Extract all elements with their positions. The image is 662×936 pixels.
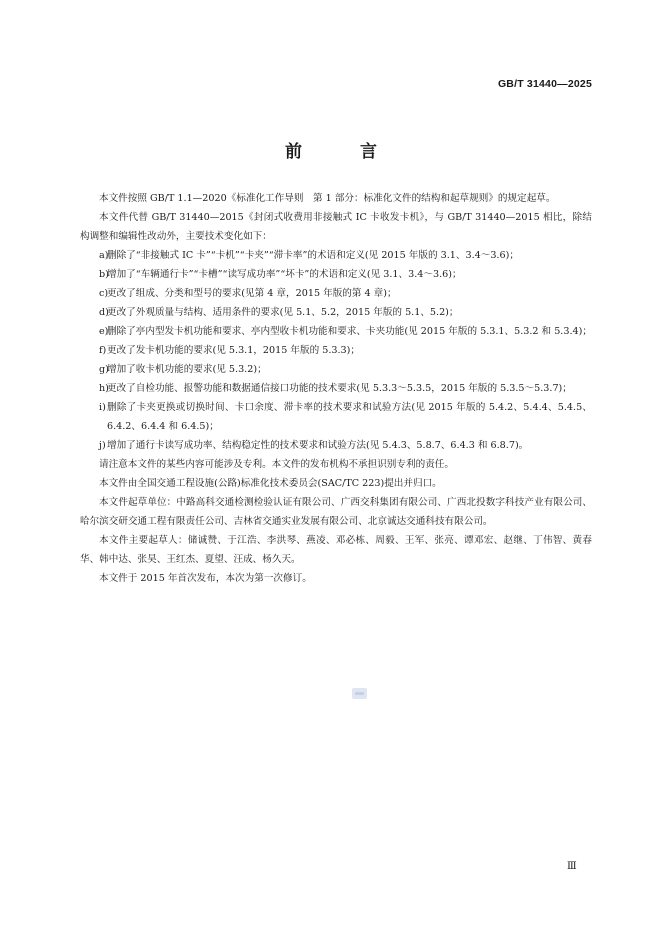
list-marker: j) (99, 440, 106, 451)
watermark-logo (352, 688, 367, 699)
list-marker: b) (99, 269, 109, 280)
list-marker: f) (99, 345, 107, 356)
list-marker: e) (99, 326, 109, 337)
list-item-text: 更改了自检功能、报警功能和数据通信接口功能的技术要求(见 5.3.3～5.3.5，2015 年版的 5.3.5～5.3.7)； (107, 383, 572, 394)
list-item-text: 删除了“非接触式 IC 卡”“卡机”“卡夹”“滞卡率”的术语和定义(见 2015 年版的 3.1、3.4～3.6)； (107, 250, 519, 261)
watermark-logo-icon (352, 688, 367, 699)
list-item-text: 删除了亭内型发卡机功能和要求、亭内型收卡机功能和要求、卡夹功能(见 2015 年版的 5.3.1、5.3.2 和 5.3.4)； (107, 326, 592, 337)
paragraph-drafting-units: 本文件起草单位：中路高科交通检测检验认证有限公司、广西交科集团有限公司、广西北投数字科技产业有限公司、哈尔滨交研交通工程有限责任公司、吉林省交通实业发展有限公司、北京诚达交通科技有限公司。 (80, 497, 592, 527)
list-item-change-f (80, 341, 592, 360)
paragraph-replaces: 本文件代替 GB/T 31440—2015《封闭式收费用非接触式 IC 卡收发卡机》，与 GB/T 31440—2015 相比，除结构调整和编辑性改动外，主要技术变化如下： (80, 212, 592, 242)
list-item-change-a (80, 246, 592, 265)
paragraph-drafters: 本文件主要起草人：储诚赞、于江浩、李洪琴、燕凌、邓必栋、周毅、王军、张亮、谭邓宏、赵继、丁伟智、黄春华、韩中达、张昊、王红杰、夏望、汪成、杨久天。 (80, 535, 592, 565)
paragraph-history: 本文件于 2015 年首次发布，本次为第一次修订。 (99, 573, 312, 584)
list-item-change-e (80, 322, 592, 341)
list-item-change-d (80, 303, 592, 322)
document-body (80, 189, 592, 588)
paragraph-patent-notice: 请注意本文件的某些内容可能涉及专利。本文件的发布机构不承担识别专利的责任。 (99, 459, 454, 470)
list-item-change-b (80, 265, 592, 284)
list-marker: i) (99, 402, 106, 413)
list-item-change-g (80, 360, 592, 379)
standard-number: GB/T 31440—2025 (497, 78, 592, 90)
list-item-change-h (80, 379, 592, 398)
list-item-change-c (80, 284, 592, 303)
list-marker: h) (99, 383, 109, 394)
paragraph-committee: 本文件由全国交通工程设施(公路)标准化技术委员会(SAC/TC 223)提出并归口。 (99, 478, 442, 489)
paragraph-drafting-rules: 本文件按照 GB/T 1.1—2020《标准化工作导则 第 1 部分：标准化文件的结构和起草规则》的规定起草。 (99, 193, 556, 204)
list-item-text: 增加了收卡机功能的要求(见 5.3.2)； (107, 364, 267, 375)
list-item-change-j (80, 436, 592, 455)
list-item-text: 更改了组成、分类和型号的要求(见第 4 章，2015 年版的第 4 章)； (107, 288, 397, 299)
list-item-text: 更改了发卡机功能的要求(见 5.3.1，2015 年版的 5.3.3)； (107, 345, 360, 356)
list-marker: d) (99, 307, 109, 318)
list-marker: a) (99, 250, 109, 261)
list-marker: g) (99, 364, 109, 375)
list-item-text: 增加了“车辆通行卡”“卡槽”“读写成功率”“坏卡”的术语和定义(见 3.1、3.4～3.6)； (107, 269, 462, 280)
page-title: 前 言 (285, 142, 403, 162)
list-item-change-i (80, 398, 592, 436)
list-item-text: 更改了外观质量与结构、适用条件的要求(见 5.1、5.2，2015 年版的 5.1、5.2)； (107, 307, 459, 318)
list-marker: c) (99, 288, 109, 299)
list-item-text: 增加了通行卡读写成功率、结构稳定性的技术要求和试验方法(见 5.4.3、5.8.7、6.4.3 和 6.8.7)。 (107, 440, 529, 451)
list-item-text: 删除了卡夹更换或切换时间、卡口余度、滞卡率的技术要求和试验方法(见 2015 年版的 5.4.2、5.4.4、5.4.5、6.4.2、6.4.4 和 6.4.5)； (107, 402, 592, 432)
page-number: Ⅲ (567, 861, 577, 872)
